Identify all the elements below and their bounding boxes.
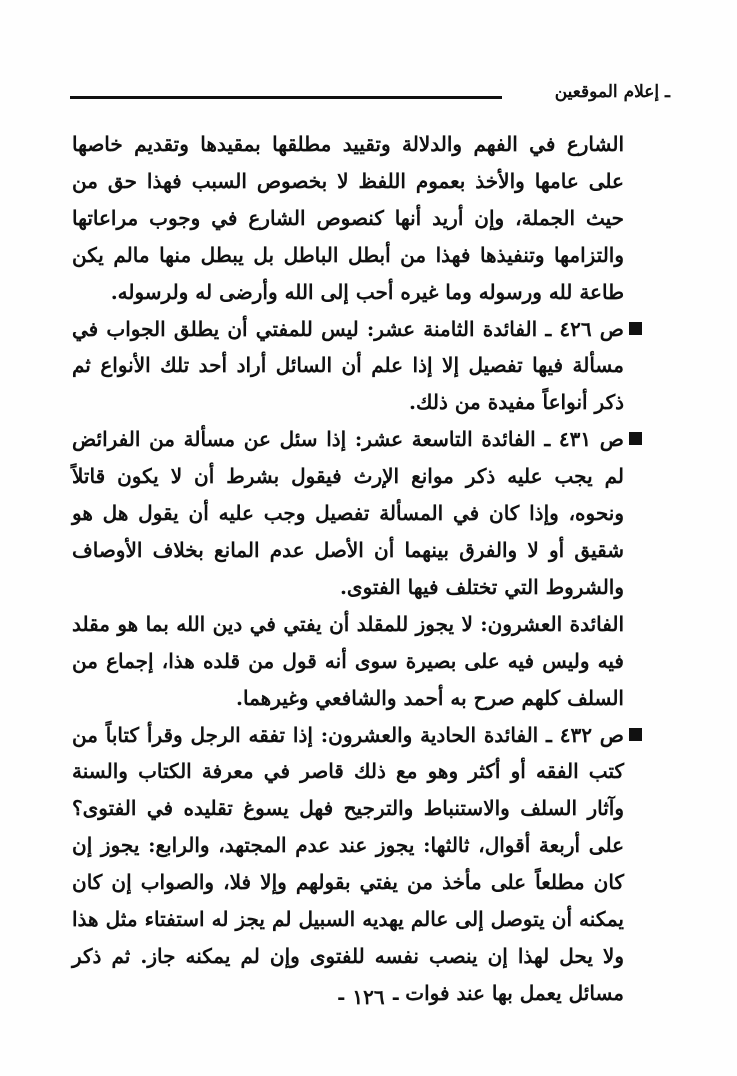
header-rule [70,96,502,99]
paragraph-twentieth-benefit: الفائدة العشرون: لا يجوز للمقلد أن يفتي في دين الله بما هو مقلد فيه وليس فيه على بصيرة سوى أنه قول من قلده هذا، إجماع من السلف كلهم صرح به أحمد والشافعي وغيرهما. [72,611,624,710]
page-number: - ١٢٦ - [337,985,400,1009]
bullet-item-text: ص ٤٢٦ ـ الفائدة الثامنة عشر: ليس للمفتي أن يطلق الجواب في مسألة فيها تفصيل إلا إذا علم أن السائل أراد أحد تلك الأنواع ثم ذكر أنواعاً مفيدة من ذلك. [72,316,624,415]
bullet-item-431 [72,421,624,606]
square-bullet-icon [629,728,642,741]
bullet-item-426 [72,311,624,422]
square-bullet-icon [629,432,642,445]
bullet-item-text: ص ٤٣١ ـ الفائدة التاسعة عشر: إذا سئل عن مسألة من الفرائض لم يجب عليه ذكر موانع الإرث فيقول بشرط أن لا يكون قاتلاً ونحوه، وإذا كان في المسألة تفصيل وجب عليه أن يقول هل هو شقيق أو لا والفرق بينهما أن الأصل عدم المانع بخلاف الأوصاف والشروط التي تختلف فيها الفتوى. [72,427,624,599]
square-bullet-icon [629,322,642,335]
bullet-item-432 [72,717,624,1012]
paragraph-1: الشارع في الفهم والدلالة وتقييد مطلقها بمقيدها وتقديم خاصها على عامها والأخذ بعموم اللفظ لا بخصوص السبب فهذا حق من حيث الجملة، وإن أريد أنها كنصوص الشارع في وجوب مراعاتها والتزامها وتنفيذها فهذا من أبطل الباطل بل يبطل منها مالم يكن طاعة لله ورسوله وما غيره أحب إلى الله وأرضى له ولرسوله. [72,132,625,304]
running-header [70,80,670,110]
bullet-item-text: ص ٤٣٢ ـ الفائدة الحادية والعشرون: إذا تفقه الرجل وقرأ كتاباً من كتب الفقه أو أكثر وهو مع ذلك قاصر في معرفة الكتاب والسنة وآثار السلف والاستنباط والترجيح فهل يسوغ تقليده في الفتوى؟ على أربعة أقوال، ثالثها: يجوز عند عدم المجتهد، والرابع: يجوز إن كان مطلعاً على مأخذ من يفتي بقولهم وإلا فلا، والصواب إن كان يمكنه أن يتوصل إلى عالم يهديه السبيل لم يجز له استفتاء مثل هذا ولا يحل لهذا إن ينصب نفسه للفتوى وإن لم يمكنه جاز. ثم ذكر مسائل يعمل بها عند فوات [72,722,625,1005]
header-title: ـ إعلام الموقعين [554,82,670,102]
